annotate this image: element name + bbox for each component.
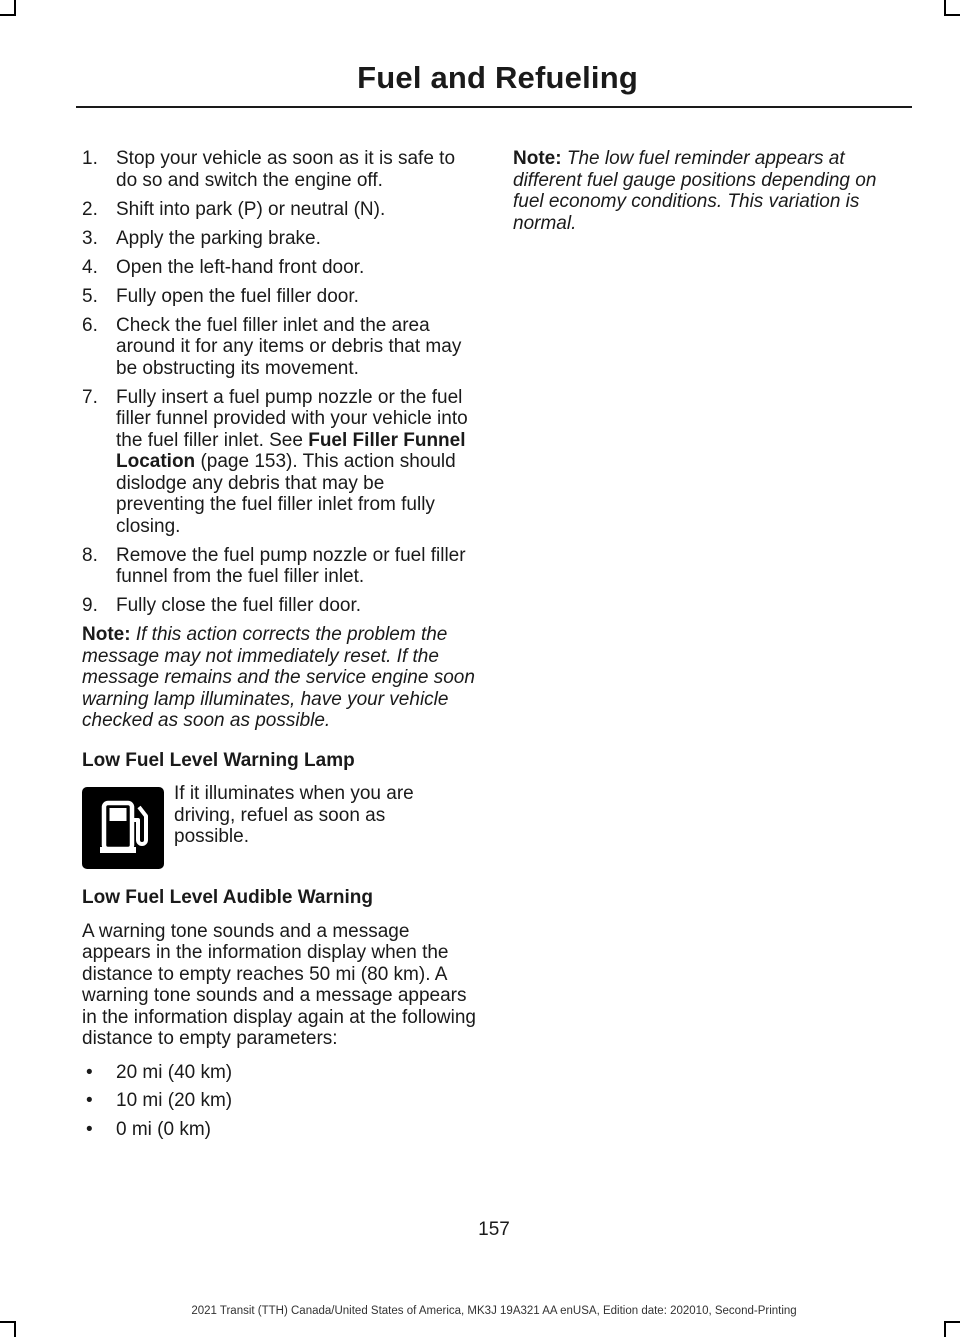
crop-mark-top-left-h — [0, 14, 16, 16]
crop-mark-top-right-h — [944, 14, 960, 16]
crop-mark-bottom-right-h — [944, 1321, 960, 1323]
step-item: 3. Apply the parking brake. — [82, 227, 321, 249]
warning-lamp-description: If it illuminates when you are driving, refuel as soon as possible. — [174, 783, 414, 847]
page-title: Fuel and Refueling — [357, 60, 638, 95]
crop-mark-bottom-right — [944, 1321, 946, 1337]
distance-bullet-list — [82, 1062, 478, 1141]
step-item: 9. Fully close the fuel filler door. — [82, 595, 362, 616]
section-heading-warning-lamp: Low Fuel Level Warning Lamp — [82, 749, 355, 771]
note-low-fuel-reminder: Note: The low fuel reminder appears at different fuel gauge positions depending on fuel economy conditions. This variation is normal. — [513, 148, 877, 234]
right-column — [513, 148, 893, 250]
crop-mark-bottom-left — [14, 1321, 16, 1337]
step-item: 1. Stop your vehicle as soon as it is safe to do so and switch the engine off. — [82, 148, 456, 191]
list-item: • 20 mi (40 km) — [86, 1061, 233, 1083]
left-column — [82, 148, 478, 1147]
cross-reference-link[interactable]: Fuel Filler Funnel Location — [116, 429, 466, 472]
crop-mark-bottom-left-h — [0, 1321, 16, 1323]
fuel-pump-icon-graphic — [82, 787, 164, 869]
list-item: • 10 mi (20 km) — [86, 1090, 233, 1111]
step-item: 7. Fully insert a fuel pump nozzle or the fuel filler funnel provided with your vehicle into the fuel filler inlet. See Fuel Filler Funnel Location (page 153). This action should dislodge any debris that may be preventing the fuel filler inlet from fully closing. — [82, 386, 468, 537]
step-item: 4. Open the left-hand front door. — [82, 256, 365, 278]
list-item: • 0 mi (0 km) — [86, 1118, 211, 1140]
step-item: 8. Remove the fuel pump nozzle or fuel filler funnel from the fuel filler inlet. — [82, 544, 466, 587]
procedure-steps — [82, 148, 478, 617]
footer-edition-info: 2021 Transit (TTH) Canada/United States of America, MK3J 19A321 AA enUSA, Edition date: 202010, Second-Printing — [191, 1305, 797, 1317]
fuel-pump-icon — [82, 787, 164, 869]
note-reset-message: Note: If this action corrects the problem the message may not immediately reset. If the message remains and the service engine soon warning lamp illuminates, have your vehicle checked as soon as possible. — [82, 624, 475, 731]
warning-lamp-block — [82, 783, 478, 869]
header-divider — [76, 106, 912, 108]
audible-warning-paragraph: A warning tone sounds and a message appears in the information display when the distance to empty reaches 50 mi (80 km). A warning tone sounds and a message appears in the information display again at the following distance to empty parameters: — [82, 920, 476, 1049]
step-item: 5. Fully open the fuel filler door. — [82, 285, 359, 307]
step-item: 2. Shift into park (P) or neutral (N). — [82, 198, 386, 220]
section-heading-audible-warning: Low Fuel Level Audible Warning — [82, 887, 373, 908]
step-item: 6. Check the fuel filler inlet and the area around it for any items or debris that may be obstructing its movement. — [82, 314, 462, 379]
page-number: 157 — [478, 1219, 510, 1240]
